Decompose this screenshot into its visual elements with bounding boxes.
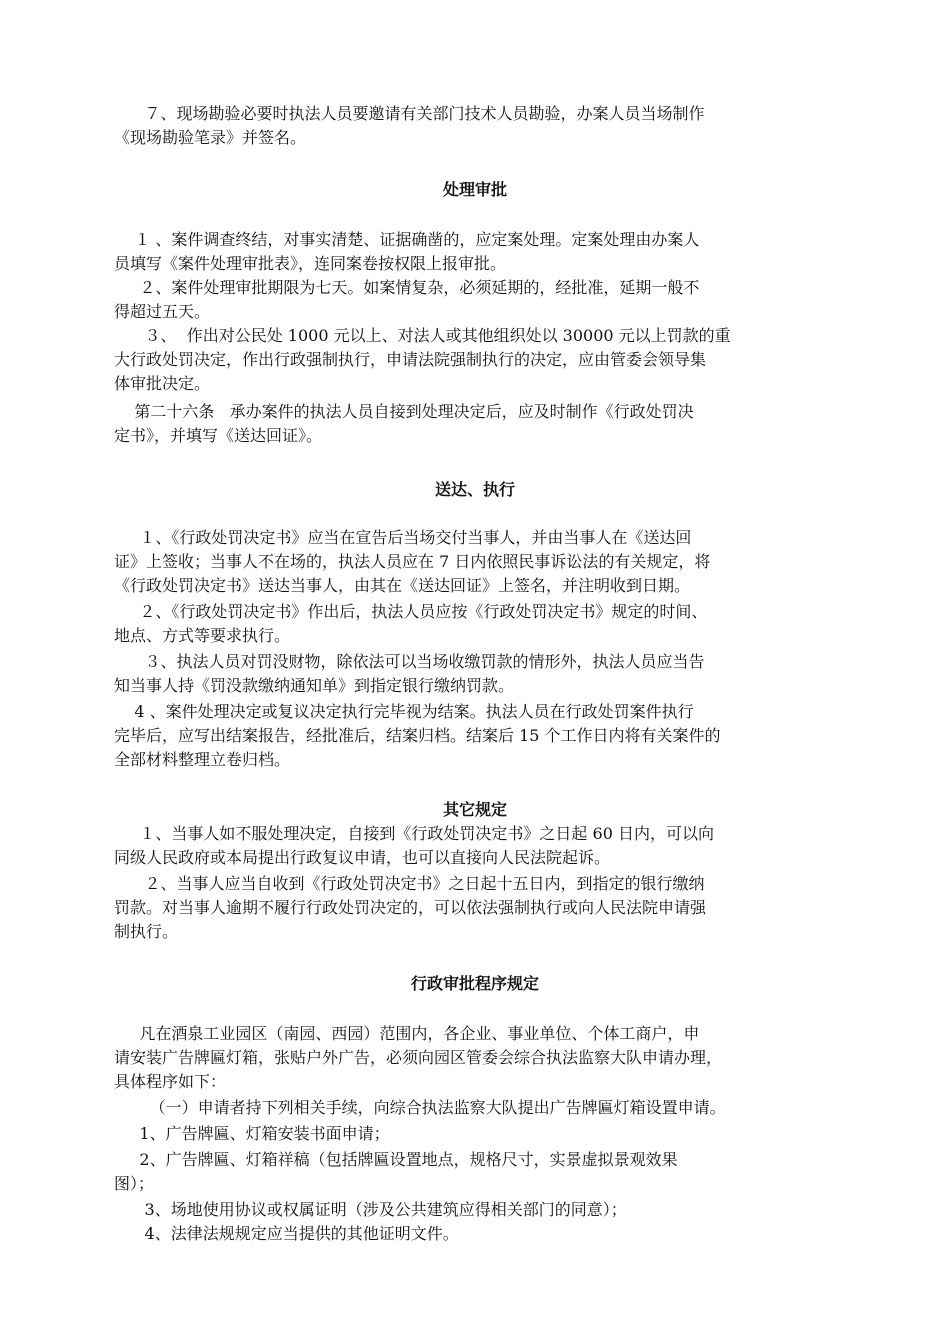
section-heading: 处理审批 <box>442 180 507 199</box>
text-line: 完毕后，应写出结案报告，经批准后，结案归档。结案后 15 个工作日内将有关案件的 <box>114 726 721 745</box>
text-line: 体审批决定。 <box>114 374 211 393</box>
text-line: 3、场地使用协议或权属证明（涉及公共建筑应得相关部门的同意）； <box>114 1200 627 1219</box>
section-heading: 其它规定 <box>442 800 507 819</box>
text-line: 4、法律法规规定应当提供的其他证明文件。 <box>114 1224 459 1243</box>
text-line: ２、《行政处罚决定书》作出后，执法人员应按《行政处罚决定书》规定的时间、 <box>114 602 708 621</box>
text-line: 员填写《案件处理审批表》，连同案卷按权限上报审批。 <box>114 254 507 273</box>
text-line: 1、广告牌匾、灯箱安装书面申请； <box>114 1124 390 1143</box>
section-heading: 送达、执行 <box>434 480 515 499</box>
text-line: 罚款。对当事人逾期不履行行政处罚决定的，可以依法强制执行或向人民法院申请强 <box>114 898 707 917</box>
text-line: ３、执法人员对罚没财物，除依法可以当场收缴罚款的情形外，执法人员应当告 <box>114 652 705 671</box>
text-line: 证》上签收；当事人不在场的，执法人员应在 7 日内依照民事诉讼法的有关规定，将 <box>114 552 711 571</box>
text-line: 制执行。 <box>114 922 179 941</box>
text-line: ２、当事人应当自收到《行政处罚决定书》之日起十五日内，到指定的银行缴纳 <box>114 874 705 893</box>
text-line: 同级人民政府或本局提出行政复议申请，也可以直接向人民法院起诉。 <box>114 848 611 867</box>
text-line: 定书》，并填写《送达回证》。 <box>114 426 323 445</box>
text-line: 知当事人持《罚没款缴纳通知单》到指定银行缴纳罚款。 <box>114 676 515 695</box>
text-line: 《行政处罚决定书》送达当事人，由其在《送达回证》上签名，并注明收到日期。 <box>114 576 691 595</box>
text-line: 《现场勘验笔录》并签名。 <box>114 128 307 147</box>
text-line: 大行政处罚决定，作出行政强制执行，申请法院强制执行的决定，应由管委会领导集 <box>114 350 707 369</box>
text-line: ２、案件处理审批期限为七天。如案情复杂，必须延期的，经批准，延期一般不 <box>114 278 700 297</box>
text-line: １、《行政处罚决定书》应当在宣告后当场交付当事人，并由当事人在《送达回 <box>114 528 692 547</box>
text-line: 地点、方式等要求执行。 <box>114 626 291 645</box>
text-line: 4 、案件处理决定或复议决定执行完毕视为结案。执法人员在行政处罚案件执行 <box>114 702 694 721</box>
text-line: 图）； <box>114 1174 155 1193</box>
text-line: 第二十六条 承办案件的执法人员自接到处理决定后，应及时制作《行政处罚决 <box>114 402 694 421</box>
text-line: 具体程序如下： <box>114 1072 227 1091</box>
text-line: 凡在酒泉工业园区（南园、西园）范围内，各企业、事业单位、个体工商户，申 <box>114 1024 700 1043</box>
text-line: ３、 作出对公民处 1000 元以上、对法人或其他组织处以 30000 元以上罚款的重 <box>114 326 731 345</box>
text-line: ７、现场勘验必要时执法人员要邀请有关部门技术人员勘验，办案人员当场制作 <box>114 104 705 123</box>
section-heading: 行政审批程序规定 <box>410 974 539 993</box>
text-line: （一）申请者持下列相关手续，向综合执法监察大队提出广告牌匾灯箱设置申请。 <box>114 1098 726 1117</box>
text-line: １ 、案件调查终结，对事实清楚、证据确凿的，应定案处理。定案处理由办案人 <box>114 230 700 249</box>
text-line: １、当事人如不服处理决定，自接到《行政处罚决定书》之日起 60 日内，可以向 <box>114 824 714 843</box>
text-line: 全部材料整理立卷归档。 <box>114 750 291 769</box>
text-line: 请安装广告牌匾灯箱，张贴户外广告，必须向园区管委会综合执法监察大队申请办理， <box>114 1048 723 1067</box>
text-line: 得超过五天。 <box>114 302 211 321</box>
text-line: 2、广告牌匾、灯箱祥稿（包括牌匾设置地点，规格尺寸，实景虚拟景观效果 <box>114 1150 678 1169</box>
